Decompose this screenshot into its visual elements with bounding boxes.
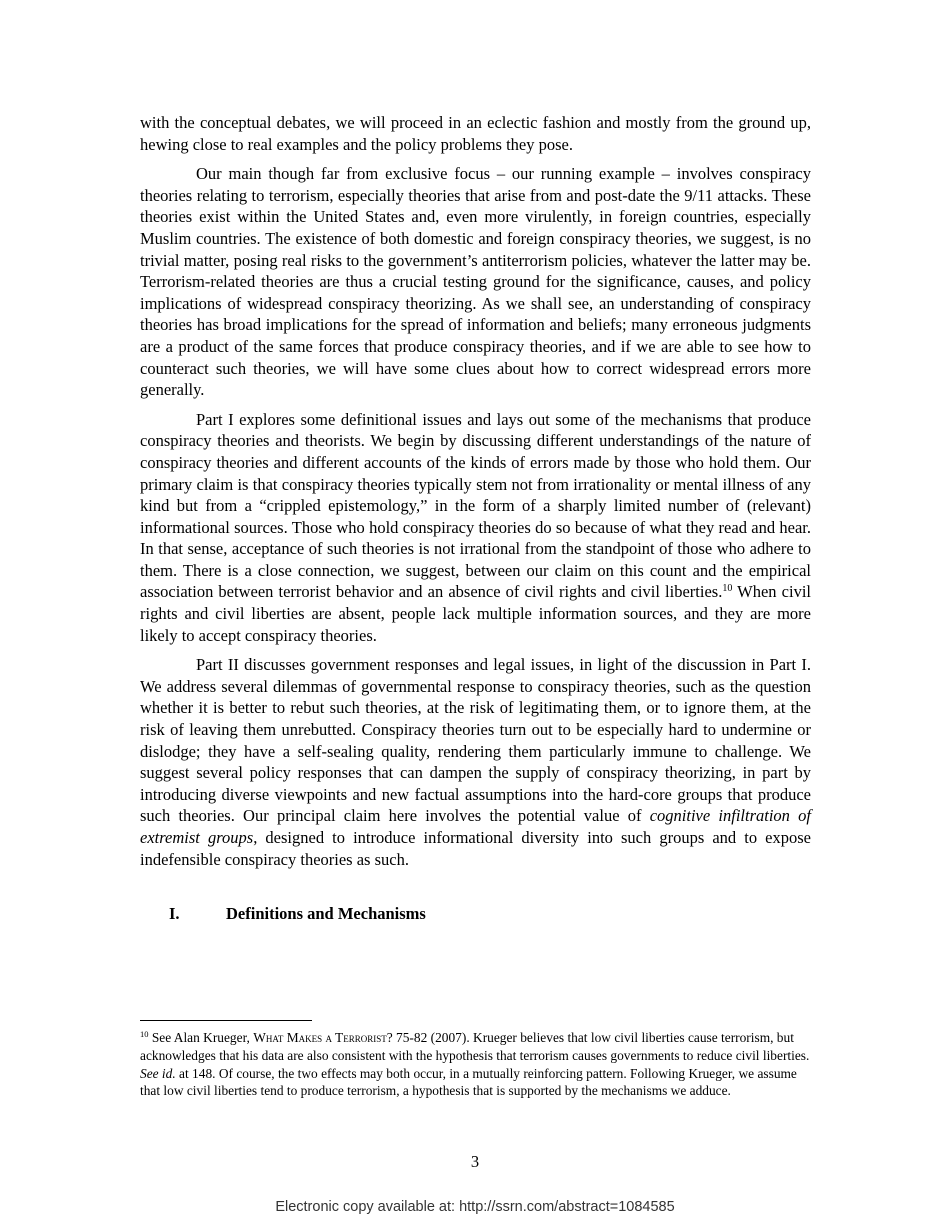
paragraph-continuation: with the conceptual debates, we will proceed in an eclectic fashion and mostly from the ground up, hewing close to real examples and the policy problems they pose. <box>140 113 811 154</box>
footnote <box>140 1029 811 1100</box>
section-number: I. <box>169 904 180 924</box>
section-heading <box>140 903 811 925</box>
footnote-reference[interactable]: 10 <box>722 583 733 595</box>
footnote-text: See Alan Krueger, <box>148 1030 254 1045</box>
ssrn-notice[interactable]: Electronic copy available at: http://ssrn.com/abstract=1084585 <box>275 1199 675 1215</box>
footnote-marker: 10 <box>140 1029 149 1039</box>
page-body <box>140 112 811 925</box>
footnote-divider <box>140 1020 312 1021</box>
paragraph-part-two-text-cont: , designed to introduce informational diversity into such groups and to expose indefensible conspiracy theories as such. <box>140 828 811 869</box>
footnote-book-title: What Makes a Terrorist? <box>253 1030 393 1045</box>
footnote-text-2: 75-82 (2007). Krueger believes that low civil liberties cause terrorism, but acknowledges that his data are also consistent with the hypothesis that terrorism causes governments to reduce civil liberties. <box>140 1030 810 1063</box>
paragraph-part-one <box>140 409 811 647</box>
paragraph-focus: Our main though far from exclusive focus – our running example – involves conspiracy theories relating to terrorism, especially theories that arise from and post-date the 9/11 attacks. These theories exist within the United States and, even more virulently, in foreign countries, especially Muslim countries. The existence of both domestic and foreign conspiracy theories, we suggest, is no trivial matter, posing real risks to the government’s antiterrorism policies, whatever the latter may be. Terrorism-related theories are thus a crucial testing ground for the significance, causes, and policy implications of widespread conspiracy theorizing. As we shall see, an understanding of conspiracy theories has broad implications for the spread of information and beliefs; many erroneous judgments are a product of the same forces that produce conspiracy theories, and if we are able to see how to counteract such theories, we will have some clues about how to correct widespread errors more generally. <box>140 164 811 400</box>
section-title: Definitions and Mechanisms <box>226 904 426 924</box>
paragraph-part-one-text-cont: When civil rights and civil liberties are absent, people lack multiple information sources, and they are more likely to accept conspiracy theories. <box>140 582 811 645</box>
paragraph-part-two-text: Part II discusses government responses and legal issues, in light of the discussion in Part I. We address several dilemmas of governmental response to conspiracy theories, such as the question whether it is better to rebut such theories, at the risk of legitimating them, or to ignore them, at the risk of leaving them unrebutted. Conspiracy theories turn out to be especially hard to undermine or dislodge; they have a self-sealing quality, rendering them particularly immune to challenge. We suggest several policy responses that can dampen the supply of conspiracy theorizing, in part by introducing diverse viewpoints and new factual assumptions into the hard-core groups that produce such theories. Our principal claim here involves the potential value of <box>140 655 811 826</box>
footnote-see-id: See id. <box>140 1065 176 1081</box>
footnote-text-3: at 148. Of course, the two effects may both occur, in a mutually reinforcing pattern. Following Krueger, we assume that low civil liberties tend to produce terrorism, a hypothesis that is supported by the mechanisms we adduce. <box>140 1065 797 1099</box>
paragraph-part-one-text: Part I explores some definitional issues and lays out some of the mechanisms that produce conspiracy theories and theorists. We begin by discussing different understandings of the nature of conspiracy theories and different accounts of the kinds of errors made by those who hold them. Our primary claim is that conspiracy theories typically stem not from irrationality or mental illness of any kind but from a “crippled epistemology,” in the form of a sharply limited number of (relevant) informational sources. Those who hold conspiracy theories do so because of what they read and hear. In that sense, acceptance of such theories is not irrational from the standpoint of those who adhere to them. There is a close connection, we suggest, between our claim on this count and the empirical association between terrorist behavior and an absence of civil rights and civil liberties. <box>140 409 811 602</box>
paragraph-part-two <box>140 654 811 870</box>
paragraph-part-two-emphasis: cognitive infiltration of extremist groups <box>140 806 811 847</box>
page-number: 3 <box>470 1152 480 1171</box>
